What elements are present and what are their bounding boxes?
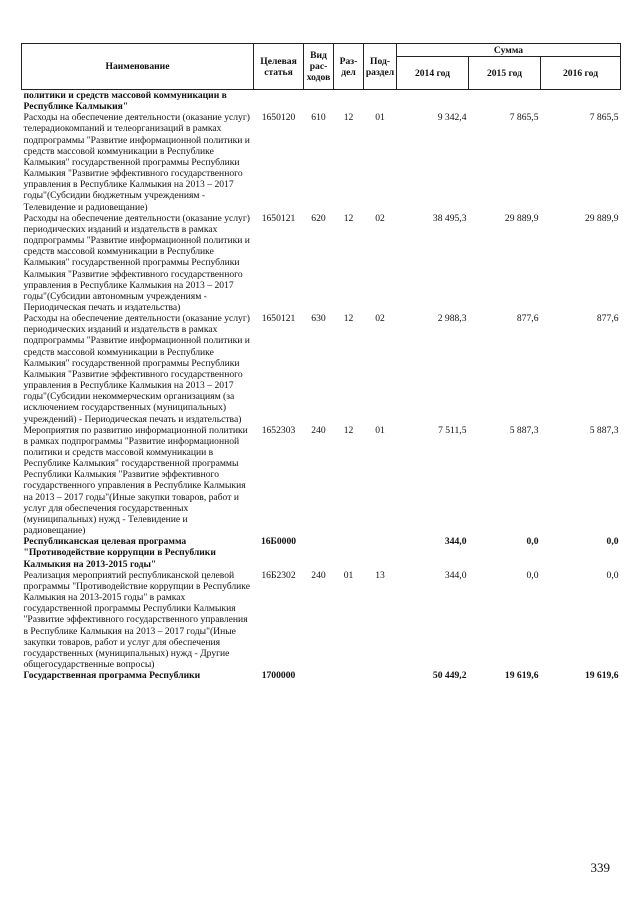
row-section — [334, 670, 364, 681]
row-value-2015 — [469, 90, 541, 113]
row-subsection: 02 — [375, 212, 385, 224]
header-expense-type: Вид рас-ходов — [304, 44, 334, 90]
row-expense-type: 240 — [311, 569, 326, 581]
row-value-2015: 29 889,9 — [504, 212, 539, 224]
budget-table — [21, 43, 621, 681]
row-target-article — [254, 90, 304, 113]
row-name: Государственная программа Республики — [23, 670, 201, 682]
row-section: 01 — [343, 569, 354, 581]
row-target-article: 1650121 — [261, 313, 296, 325]
row-section: 12 — [343, 112, 354, 124]
row-section: 12 — [343, 313, 354, 325]
row-value-2014: 344,0 — [444, 536, 467, 548]
row-value-2016: 0,0 — [606, 569, 619, 581]
row-section: 12 — [343, 424, 354, 436]
row-value-2014: 344,0 — [444, 569, 467, 581]
header-2016: 2016 год — [541, 57, 621, 90]
row-expense-type: 240 — [311, 424, 326, 436]
table-row — [22, 536, 621, 569]
row-value-2015: 19 619,6 — [504, 670, 539, 682]
row-value-2014: 7 511,5 — [438, 424, 467, 436]
row-subsection: 02 — [375, 313, 385, 325]
table-row — [22, 425, 621, 537]
page-number: 339 — [590, 860, 610, 875]
row-value-2016 — [541, 90, 621, 113]
row-name: Расходы на обеспечение деятельности (оказание услуг) периодических изданий и издательств в рамках подпрограммы "Развитие информационной политики и средств массовой коммуникации в Республике Калмыкия" государственной программы Республики Калмыкия "Развитие эффективного государственного управления в Республике Калмыкия на 2013 – 2017 годы"(Субсидии некоммерческим организациям (за исключением государственных (муниципальных) учреждений) - Периодическая печать и издательства) — [23, 313, 250, 425]
row-value-2015: 877,6 — [516, 313, 539, 325]
row-expense-type: 610 — [311, 112, 326, 124]
row-value-2016: 0,0 — [606, 536, 619, 548]
row-subsection — [364, 670, 397, 681]
row-value-2014: 2 988,3 — [437, 313, 467, 325]
table-row — [22, 90, 621, 113]
row-value-2016: 7 865,5 — [589, 112, 619, 124]
row-expense-type: 630 — [311, 313, 326, 325]
header-2015: 2015 год — [469, 57, 541, 90]
row-name: политики и средств массовой коммуникации в Республике Калмыкия" — [23, 90, 227, 113]
row-target-article: 1652303 — [261, 424, 296, 436]
row-value-2015: 7 865,5 — [509, 112, 539, 124]
table-row — [22, 670, 621, 681]
header-2014: 2014 год — [397, 57, 469, 90]
table-row — [22, 313, 621, 425]
table-row — [22, 213, 621, 313]
table-body — [22, 90, 621, 682]
row-value-2014: 9 342,4 — [437, 112, 467, 124]
header-subsection: Под-раздел — [364, 44, 397, 90]
row-target-article: 1650120 — [261, 112, 296, 124]
row-expense-type — [304, 670, 334, 681]
row-subsection — [364, 90, 397, 113]
row-value-2014 — [397, 90, 469, 113]
row-expense-type: 620 — [311, 212, 326, 224]
row-value-2016: 5 887,3 — [589, 424, 619, 436]
row-target-article: 16Б0000 — [260, 536, 297, 548]
header-name: Наименование — [22, 44, 254, 90]
row-value-2014: 50 449,2 — [432, 670, 467, 682]
row-subsection: 01 — [375, 424, 385, 436]
row-name: Республиканская целевая программа "Противодействие коррупции в Республики Калмыкия на 2013-2015 годы" — [23, 536, 216, 570]
table-row — [22, 570, 621, 670]
row-expense-type — [304, 536, 334, 569]
table-header — [22, 44, 621, 90]
row-value-2015: 5 887,3 — [509, 424, 539, 436]
header-section: Раз-дел — [334, 44, 364, 90]
row-value-2016: 29 889,9 — [584, 212, 619, 224]
header-target-article: Целевая статья — [254, 44, 304, 90]
table-row — [22, 112, 621, 212]
row-value-2015: 0,0 — [526, 569, 539, 581]
row-target-article: 16Б2302 — [261, 569, 296, 581]
row-subsection: 01 — [375, 112, 385, 124]
row-subsection: 13 — [375, 569, 385, 581]
row-value-2014: 38 495,3 — [432, 212, 467, 224]
row-name: Расходы на обеспечение деятельности (оказание услуг) телерадиокомпаний и телеорганизаций в рамках подпрограммы "Развитие информационной политики и средств массовой коммуникации в Республике Калмыкия" государственной программы Республики Калмыкия "Развитие эффективного государственного управления в Республике Калмыкия на 2013 – 2017 годы"(Субсидии бюджетным учреждениям - Телевидение и радиовещание) — [23, 112, 250, 213]
row-name: Расходы на обеспечение деятельности (оказание услуг) периодических изданий и издательств в рамках подпрограммы "Развитие информационной политики и средств массовой коммуникации в Республике Калмыкия" государственной программы Республики Калмыкия "Развитие эффективного государственного управления в Республике Калмыкия на 2013 – 2017 годы"(Субсидии автономным учреждениям - Периодическая печать и издательства) — [23, 212, 250, 313]
header-sum: Сумма — [397, 44, 621, 57]
row-subsection — [364, 536, 397, 569]
row-value-2016: 19 619,6 — [584, 670, 619, 682]
row-section — [334, 536, 364, 569]
row-value-2015: 0,0 — [526, 536, 539, 548]
row-expense-type — [304, 90, 334, 113]
row-value-2016: 877,6 — [596, 313, 619, 325]
row-section: 12 — [343, 212, 354, 224]
row-target-article: 1650121 — [261, 212, 296, 224]
row-section — [334, 90, 364, 113]
row-name: Реализация мероприятий республиканской целевой программы "Противодействие коррупции в Республике Калмыкия на 2013-2015 годы" в рамках государственной программы Республики Калмыкия "Развитие эффективного государственного управления в Республике Калмыкия на 2013 – 2017 годы"(Иные закупки товаров, работ и услуг для обеспечения государственных (муниципальных) нужд - Другие общегосударственные вопросы) — [23, 569, 250, 670]
row-target-article: 1700000 — [261, 670, 296, 682]
row-name: Мероприятия по развитию информационной политики в рамках подпрограммы "Развитие информационной политики и средств массовой коммуникации в Республике Калмыкия" государственной программы Республики Калмыкия "Развитие эффективного государственного управления в Республике Калмыкия на 2013 – 2017 годы"(Иные закупки товаров, работ и услуг для обеспечения государственных (муниципальных) нужд - Телевидение и радиовещание) — [23, 424, 248, 537]
